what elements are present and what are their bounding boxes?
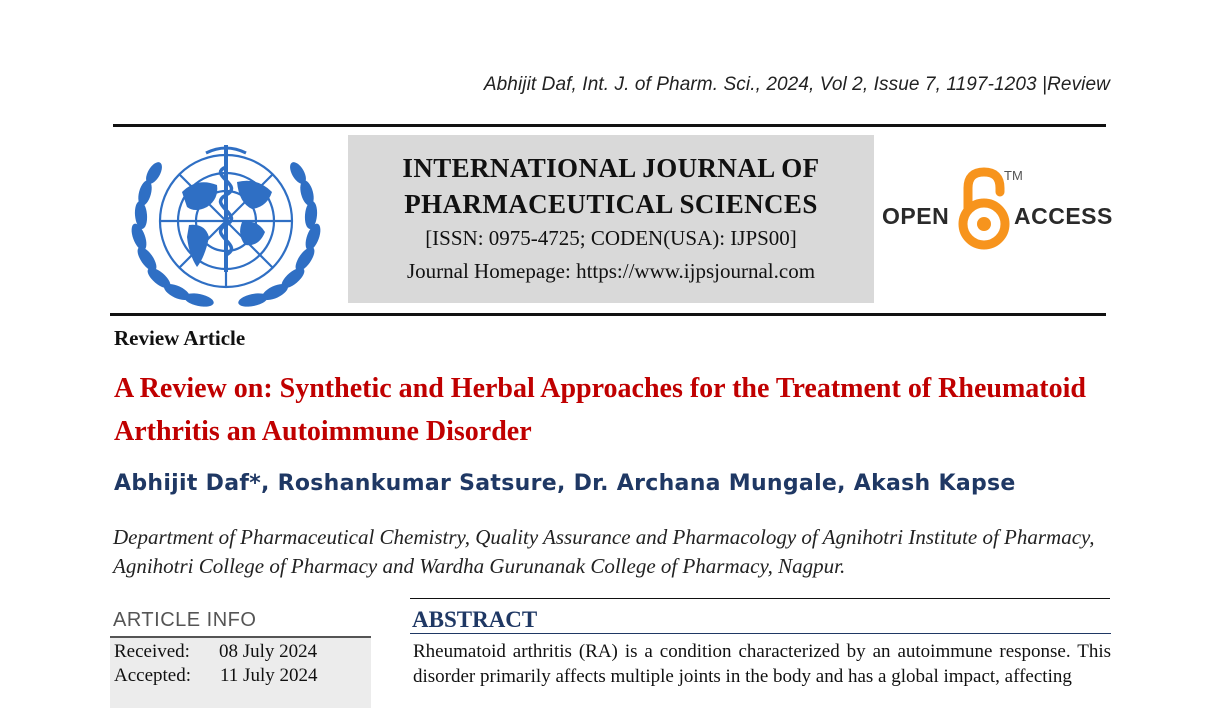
open-access-right-text: ACCESS: [1014, 203, 1113, 229]
journal-homepage: Journal Homepage: https://www.ijpsjournal.com: [406, 259, 816, 283]
open-access-left-text: OPEN: [882, 203, 950, 229]
received-label: Received:: [114, 641, 190, 662]
journal-name-line2: PHARMACEUTICAL SCIENCES: [404, 189, 818, 219]
journal-masthead: [348, 135, 874, 303]
who-emblem-logo: [127, 137, 325, 307]
running-head: Abhijit Daf, Int. J. of Pharm. Sci., 2024, Vol 2, Issue 7, 1197-1203 |Review: [483, 74, 1110, 95]
article-type: Review Article: [114, 326, 246, 350]
section-divider: [410, 598, 1110, 599]
trademark-mark: TM: [1004, 168, 1023, 183]
article-info-heading: ARTICLE INFO: [113, 609, 257, 631]
masthead-bottom-rule: [110, 313, 1106, 316]
author-list: Abhijit Daf*, Roshankumar Satsure, Dr. Archana Mungale, Akash Kapse: [114, 471, 1016, 496]
received-date: 08 July 2024: [219, 641, 318, 662]
journal-issn: [ISSN: 0975-4725; CODEN(USA): IJPS00]: [425, 226, 797, 250]
abstract-text: Rheumatoid arthritis (RA) is a condition characterized by an autoimmune response. This disorder primarily affects multiple joints in the body and has a global impact, affecting: [413, 641, 1111, 687]
masthead-top-rule: [113, 124, 1106, 127]
accepted-row: [114, 665, 318, 687]
accepted-date: 11 July 2024: [220, 665, 318, 686]
article-title: A Review on: Synthetic and Herbal Approaches for the Treatment of Rheumatoid Arthritis an Autoimmune Disorder: [114, 373, 1086, 447]
abstract-rule: [410, 633, 1111, 634]
open-access-logo: [880, 166, 1113, 256]
received-row: [114, 641, 318, 663]
author-affiliation: Department of Pharmaceutical Chemistry, Quality Assurance and Pharmacology of Agnihotri Institute of Pharmacy, Agnihotri College of Pharmacy and Wardha Gurunanak College of Pharmacy, Nagpur.: [113, 525, 1095, 578]
abstract-heading: ABSTRACT: [412, 607, 538, 632]
journal-name-line1: INTERNATIONAL JOURNAL OF: [402, 153, 820, 183]
accepted-label: Accepted:: [114, 665, 192, 686]
